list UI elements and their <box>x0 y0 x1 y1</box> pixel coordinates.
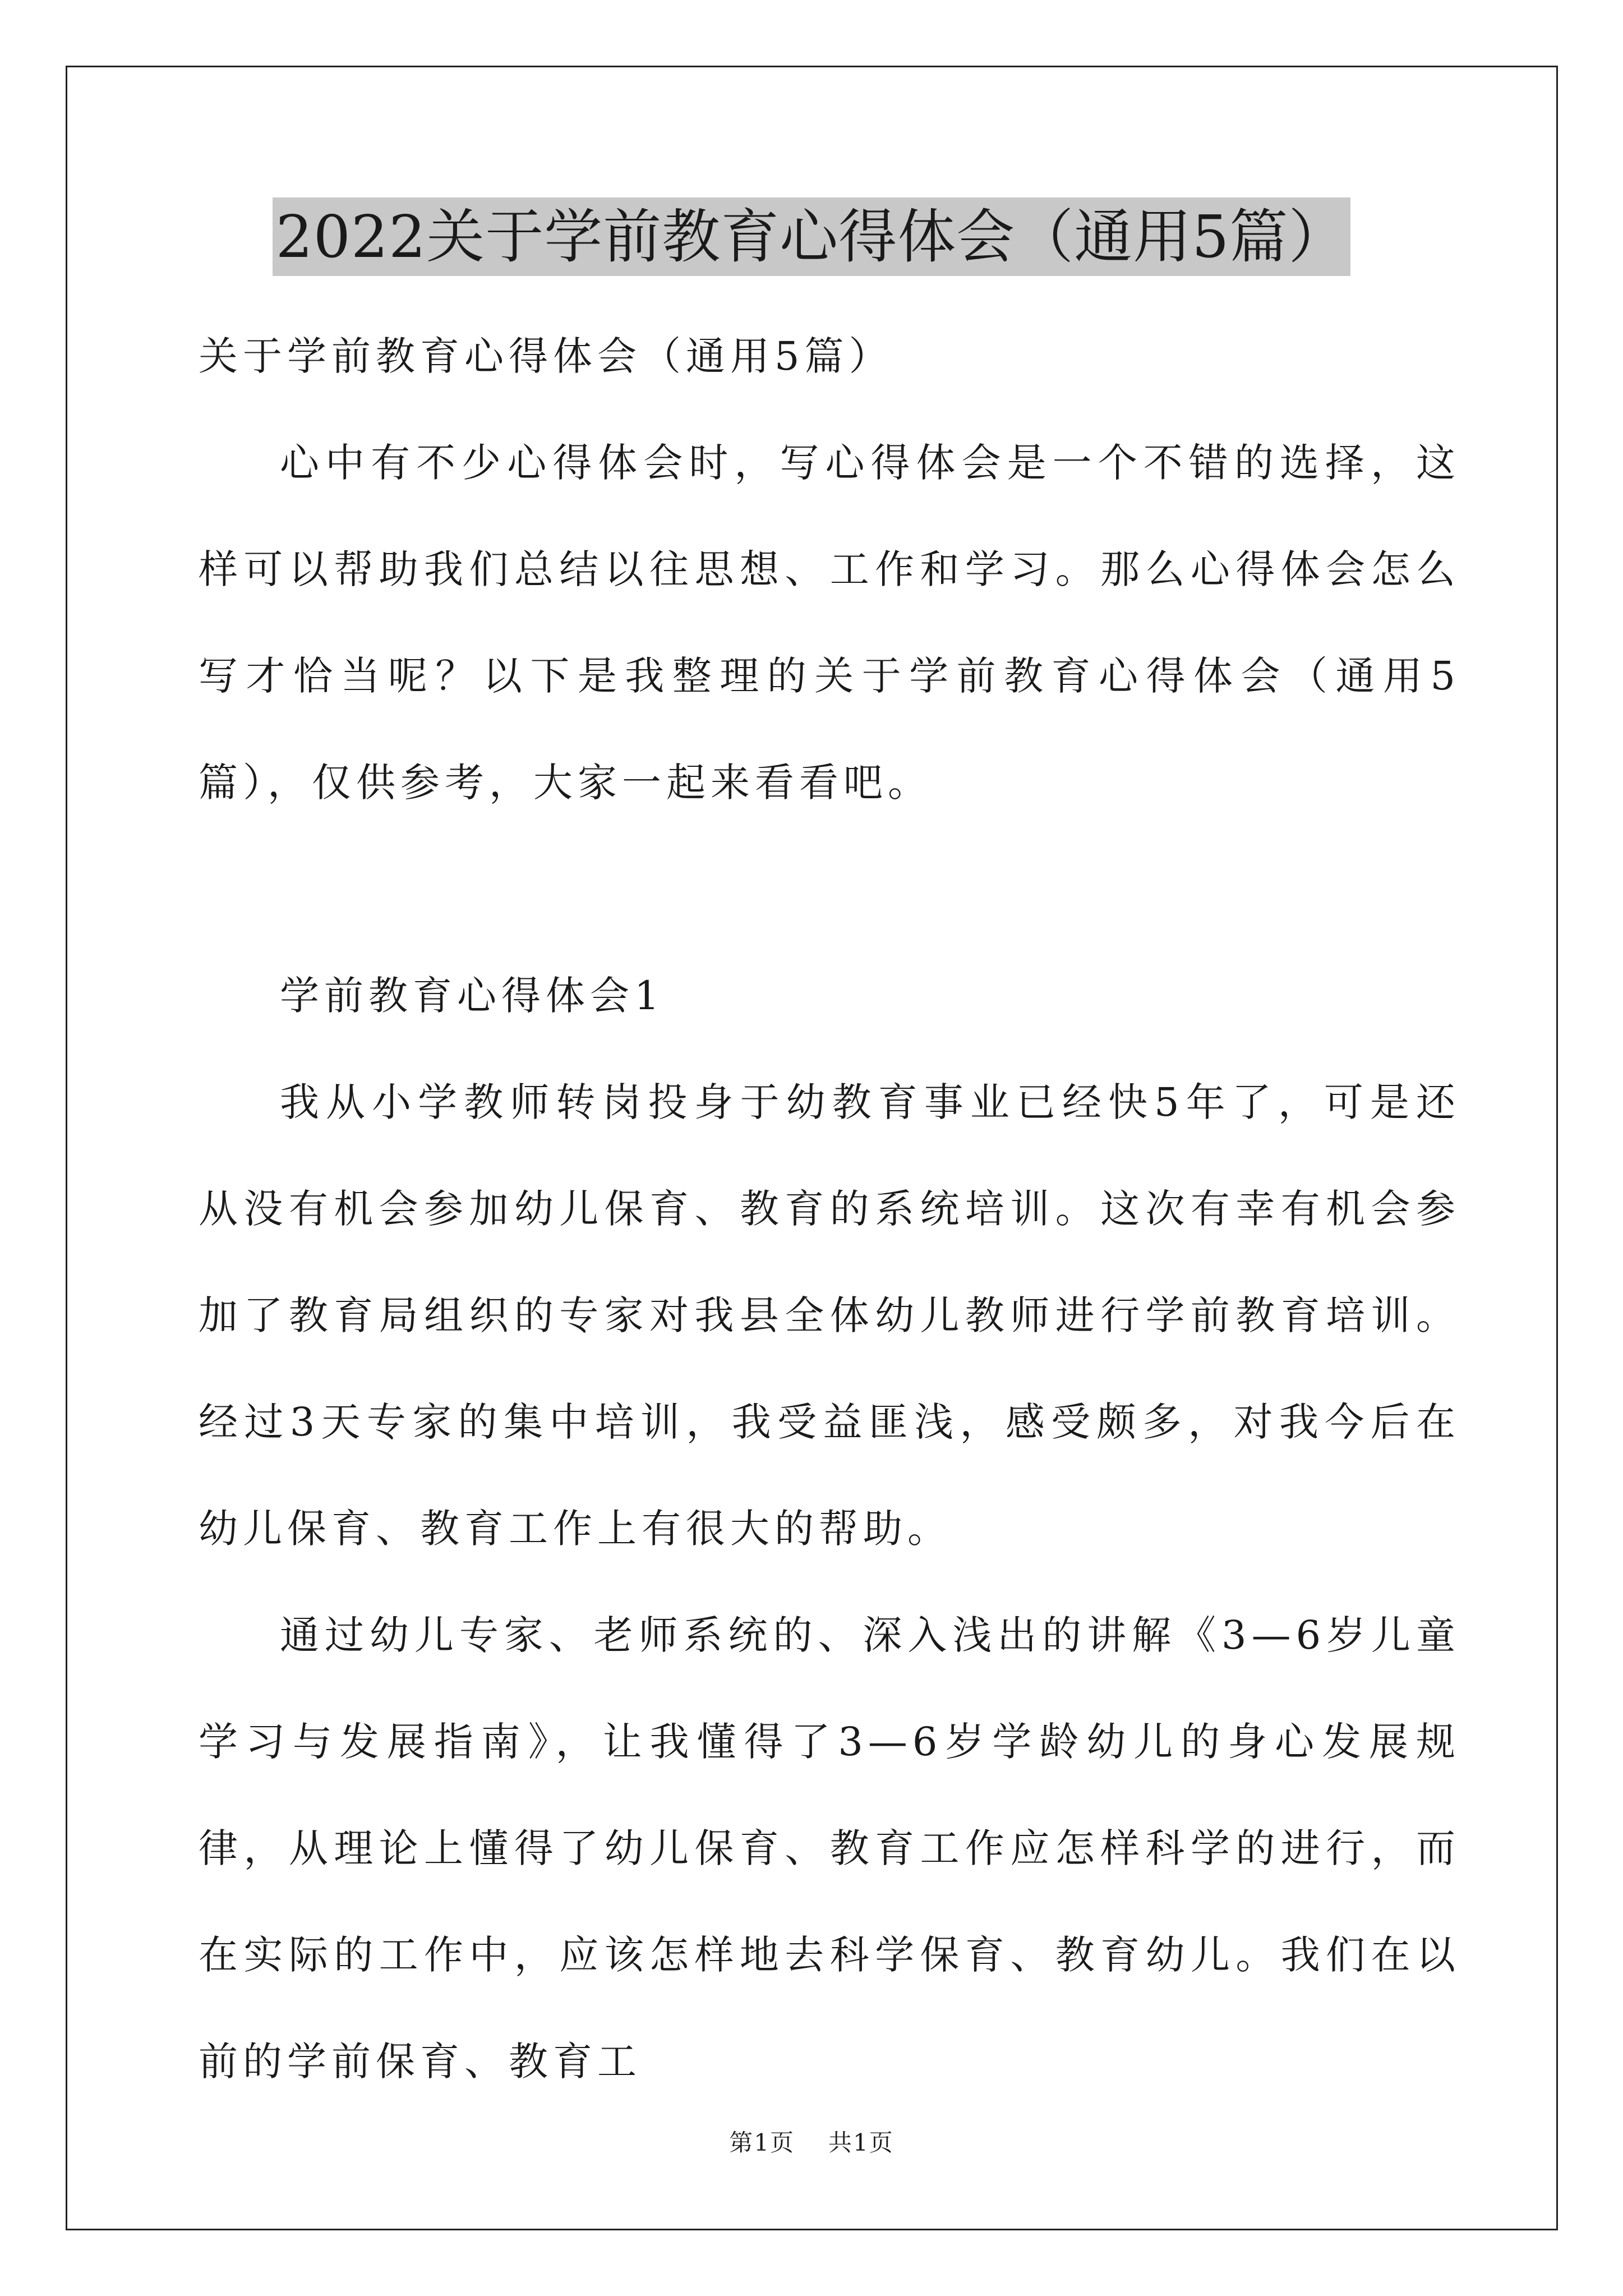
section-spacer <box>199 836 1460 942</box>
document-title: 2022关于学前教育心得体会（通用5篇） <box>273 197 1351 276</box>
intro-paragraph: 心中有不少心得体会时，写心得体会是一个不错的选择，这样可以帮助我们总结以往思想、工作和学习。那么心得体会怎么写才恰当呢？以下是我整理的关于学前教育心得体会（通用5篇），仅供参考，大家一起来看看吧。 <box>199 440 1460 806</box>
page-number: 第1页 <box>729 2129 795 2156</box>
body-paragraph: 我从小学教师转岗投身于幼教育事业已经快5年了，可是还从没有机会参加幼儿保育、教育的系统培训。这次有幸有机会参加了教育局组织的专家对我县全体幼儿教师进行学前教育培训。经过3天专家的集中培训，我受益匪浅，感受颇多，对我今后在幼儿保育、教育工作上有很大的帮助。 <box>199 1079 1460 1552</box>
body-paragraph: 通过幼儿专家、老师系统的、深入浅出的讲解《3—6岁儿童学习与发展指南》，让我懂得了3—6岁学龄幼儿的身心发展规律，从理论上懂得了幼儿保育、教育工作应怎样科学的进行，而在实际的工作中，应该怎样地去科学保育、教育幼儿。我们在以前的学前保育、教育工 <box>199 1612 1460 2085</box>
page-footer <box>0 2126 1623 2160</box>
title-container <box>0 197 1623 276</box>
document-subtitle: 关于学前教育心得体会（通用5篇） <box>199 333 893 379</box>
document-body <box>199 303 1460 2115</box>
page-total: 共1页 <box>828 2129 894 2156</box>
section-heading: 学前教育心得体会1 <box>280 973 665 1019</box>
